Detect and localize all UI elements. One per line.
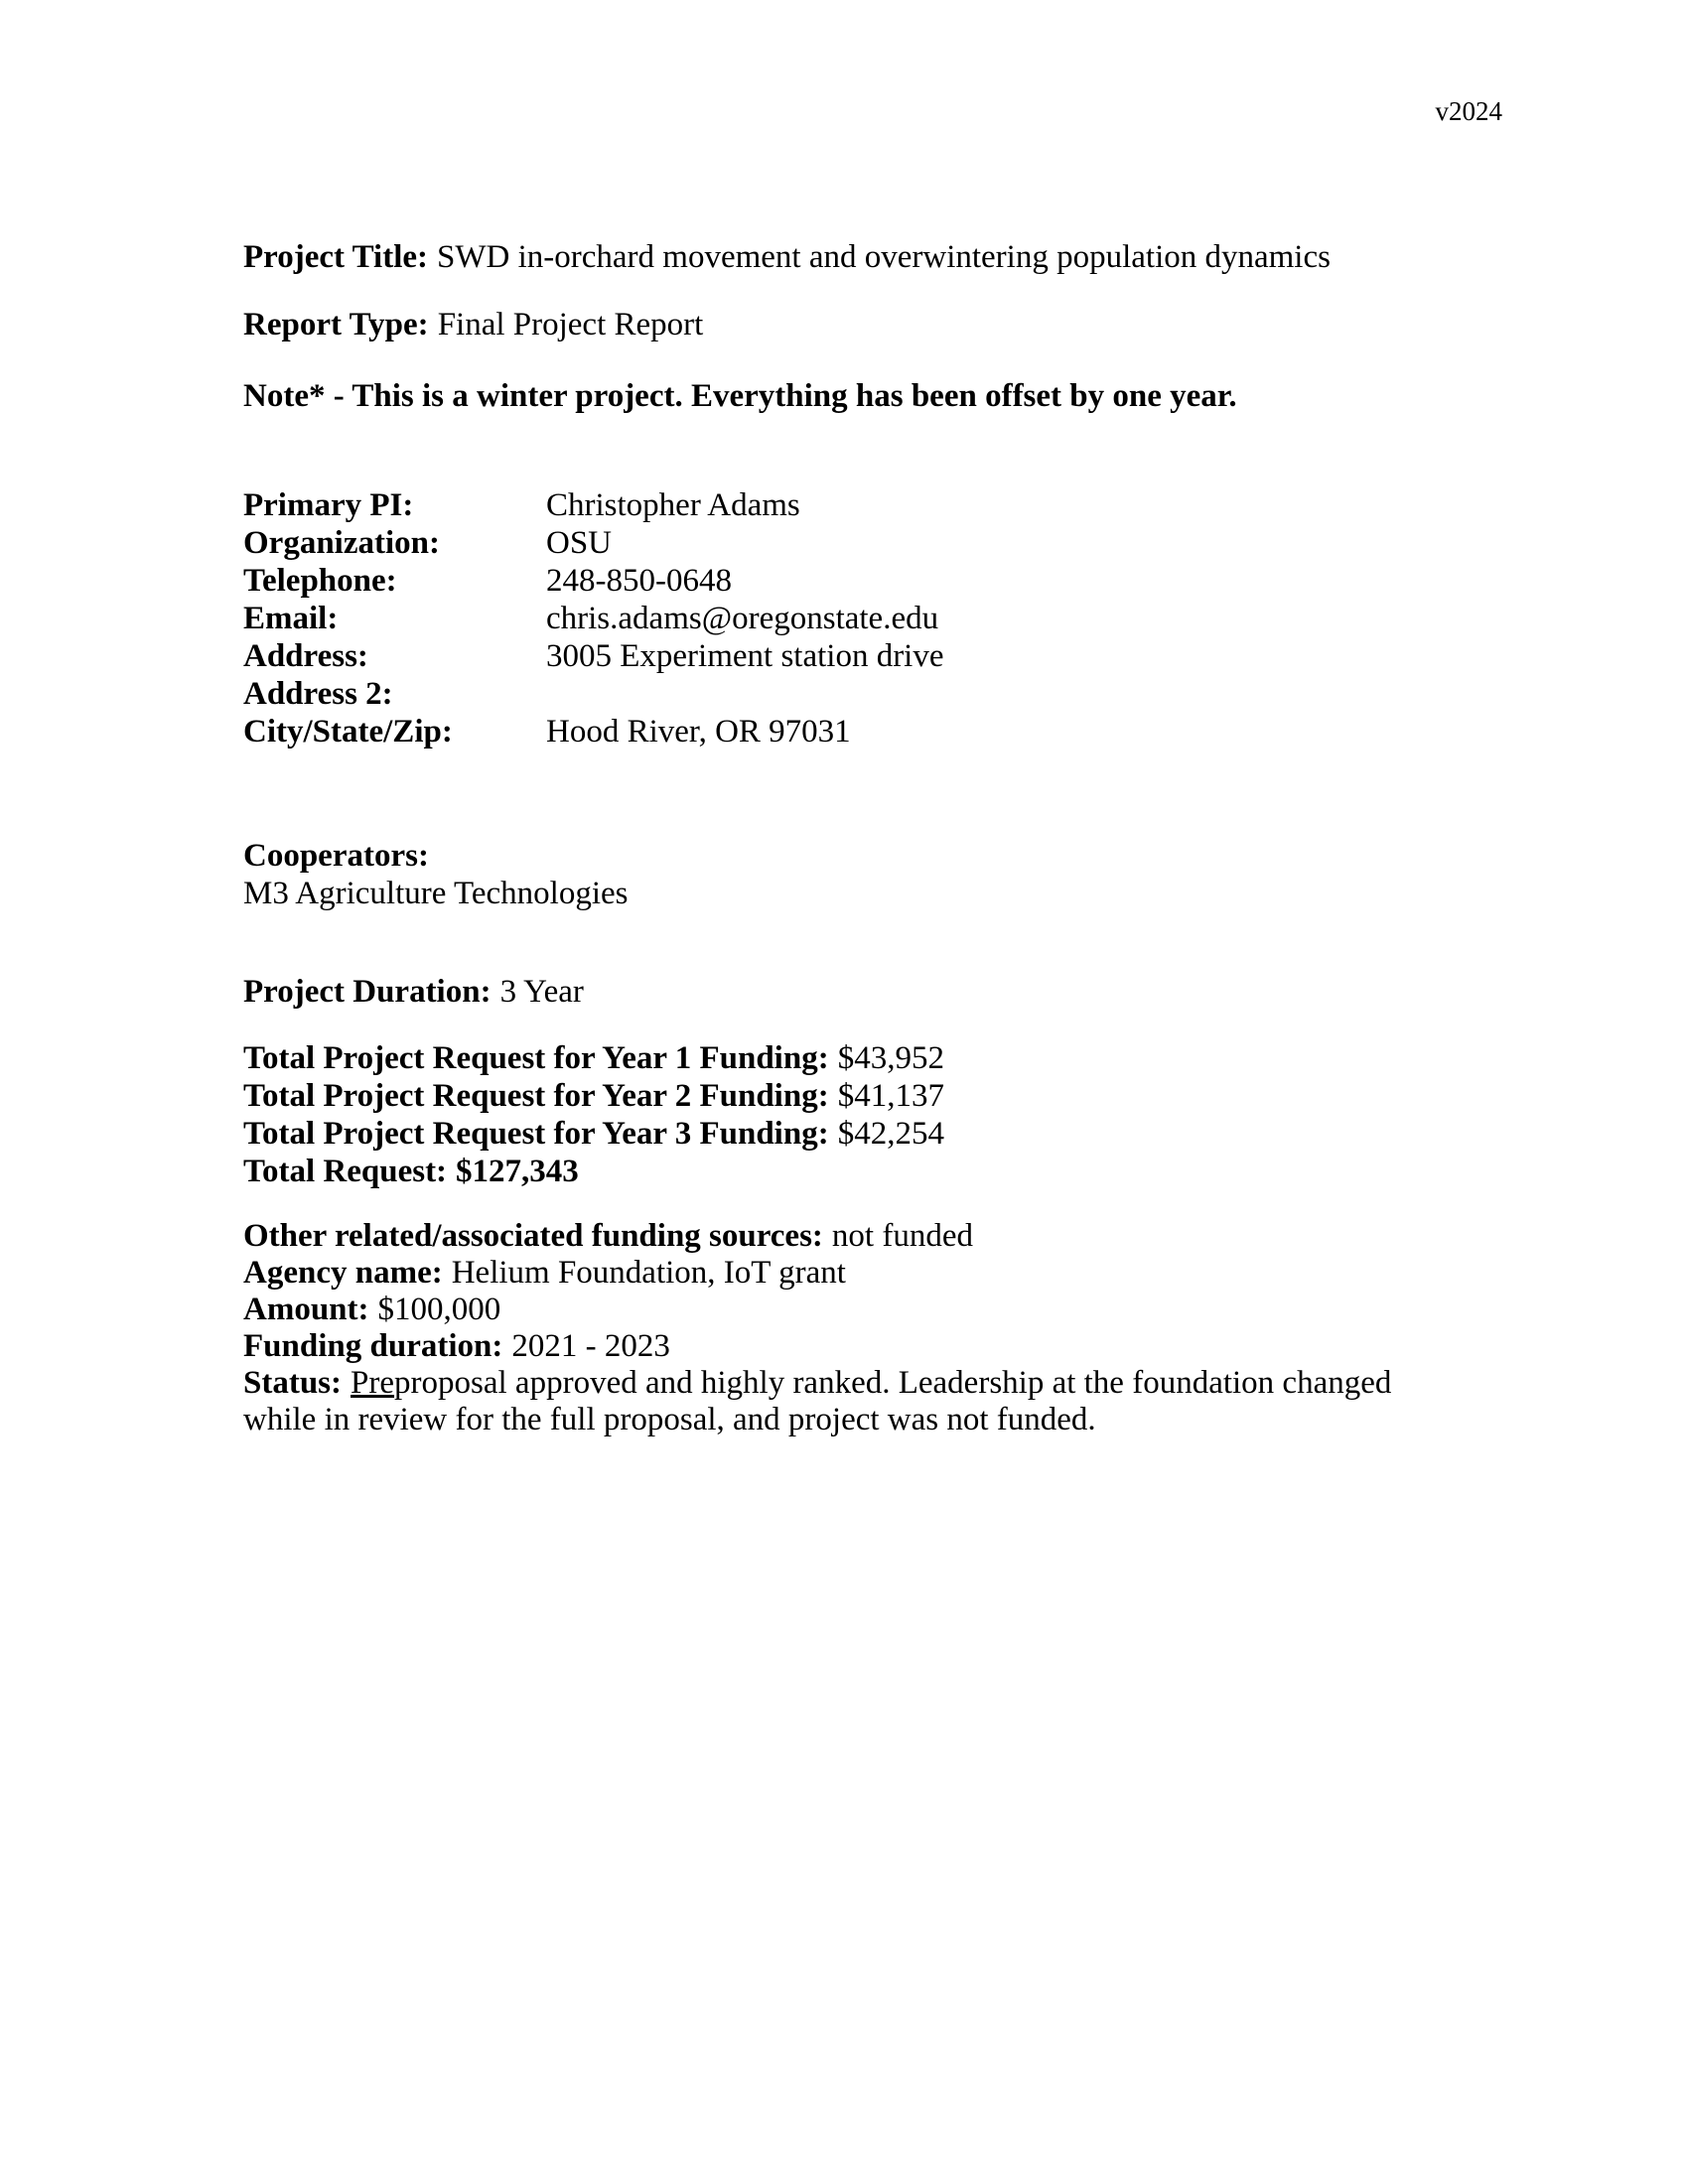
pi-label: Email:: [243, 601, 339, 636]
other-funding-block: [243, 1218, 1465, 1438]
pi-value: OSU: [546, 525, 613, 561]
amount-line: [243, 1292, 1465, 1328]
project-title-value: SWD in-orchard movement and overwintering population dynamics: [437, 239, 1331, 275]
pi-value: chris.adams@oregonstate.edu: [546, 601, 939, 636]
status-underlined-text: Pre: [351, 1365, 395, 1401]
funding-duration-value: 2021 - 2023: [511, 1328, 670, 1364]
total-request-label: Total Request:: [243, 1154, 448, 1189]
project-title-label: Project Title:: [243, 239, 429, 275]
funding-value: $42,254: [837, 1116, 944, 1152]
total-request-value: $127,343: [456, 1154, 579, 1189]
pi-row-primary-pi: [243, 486, 1465, 524]
amount-value: $100,000: [377, 1292, 501, 1327]
pi-row-telephone: [243, 562, 1465, 600]
pi-row-email: [243, 600, 1465, 637]
project-duration-line: [243, 973, 1465, 1011]
agency-line: [243, 1255, 1465, 1292]
funding-label: Total Project Request for Year 2 Funding:: [243, 1078, 829, 1114]
funding-row-year3: [243, 1115, 1465, 1153]
pi-label: City/State/Zip:: [243, 714, 453, 750]
status-label: Status:: [243, 1365, 343, 1401]
report-type-line: [243, 306, 1465, 343]
funding-row-year1: [243, 1039, 1465, 1077]
pi-row-organization: [243, 524, 1465, 562]
agency-value: Helium Foundation, IoT grant: [451, 1255, 846, 1291]
cooperators-label: Cooperators:: [243, 838, 429, 874]
other-sources-label: Other related/associated funding sources:: [243, 1218, 823, 1254]
version-tag: v2024: [1435, 96, 1502, 126]
funding-block: [243, 1039, 1465, 1190]
status-paragraph: [243, 1365, 1465, 1438]
pi-value: 248-850-0648: [546, 563, 732, 599]
cooperators-block: [243, 837, 1465, 912]
project-title-line: [243, 238, 1465, 276]
funding-value: $43,952: [837, 1040, 944, 1076]
pi-row-city-state-zip: [243, 713, 1465, 751]
pi-value: Christopher Adams: [546, 487, 800, 523]
funding-value: $41,137: [837, 1078, 944, 1114]
status-text: proposal approved and highly ranked. Leadership at the foundation changed while in review for the full proposal, and project was not funded.: [243, 1365, 1392, 1437]
pi-label: Organization:: [243, 525, 440, 561]
other-sources-value: not funded: [831, 1218, 973, 1254]
funding-label: Total Project Request for Year 3 Funding:: [243, 1116, 829, 1152]
funding-row-year2: [243, 1077, 1465, 1115]
cooperators-value: M3 Agriculture Technologies: [243, 876, 629, 911]
report-type-label: Report Type:: [243, 307, 429, 342]
total-request-line: [243, 1153, 1465, 1190]
pi-value: Hood River, OR 97031: [546, 714, 851, 750]
project-duration-label: Project Duration:: [243, 974, 492, 1010]
other-sources-line: [243, 1218, 1465, 1255]
pi-label: Primary PI:: [243, 487, 414, 523]
pi-row-address2: [243, 675, 1465, 713]
pi-row-address: [243, 637, 1465, 675]
pi-label: Address 2:: [243, 676, 393, 712]
pi-label: Address:: [243, 638, 368, 674]
pi-value: 3005 Experiment station drive: [546, 638, 944, 674]
document-content: [243, 238, 1465, 1438]
pi-block: [243, 486, 1465, 751]
project-duration-value: 3 Year: [499, 974, 584, 1010]
report-type-value: Final Project Report: [437, 307, 704, 342]
note-text: Note* - This is a winter project. Everything has been offset by one year.: [243, 378, 1237, 414]
amount-label: Amount:: [243, 1292, 369, 1327]
funding-label: Total Project Request for Year 1 Funding:: [243, 1040, 829, 1076]
funding-duration-line: [243, 1328, 1465, 1365]
pi-label: Telephone:: [243, 563, 397, 599]
agency-label: Agency name:: [243, 1255, 443, 1291]
funding-duration-label: Funding duration:: [243, 1328, 503, 1364]
